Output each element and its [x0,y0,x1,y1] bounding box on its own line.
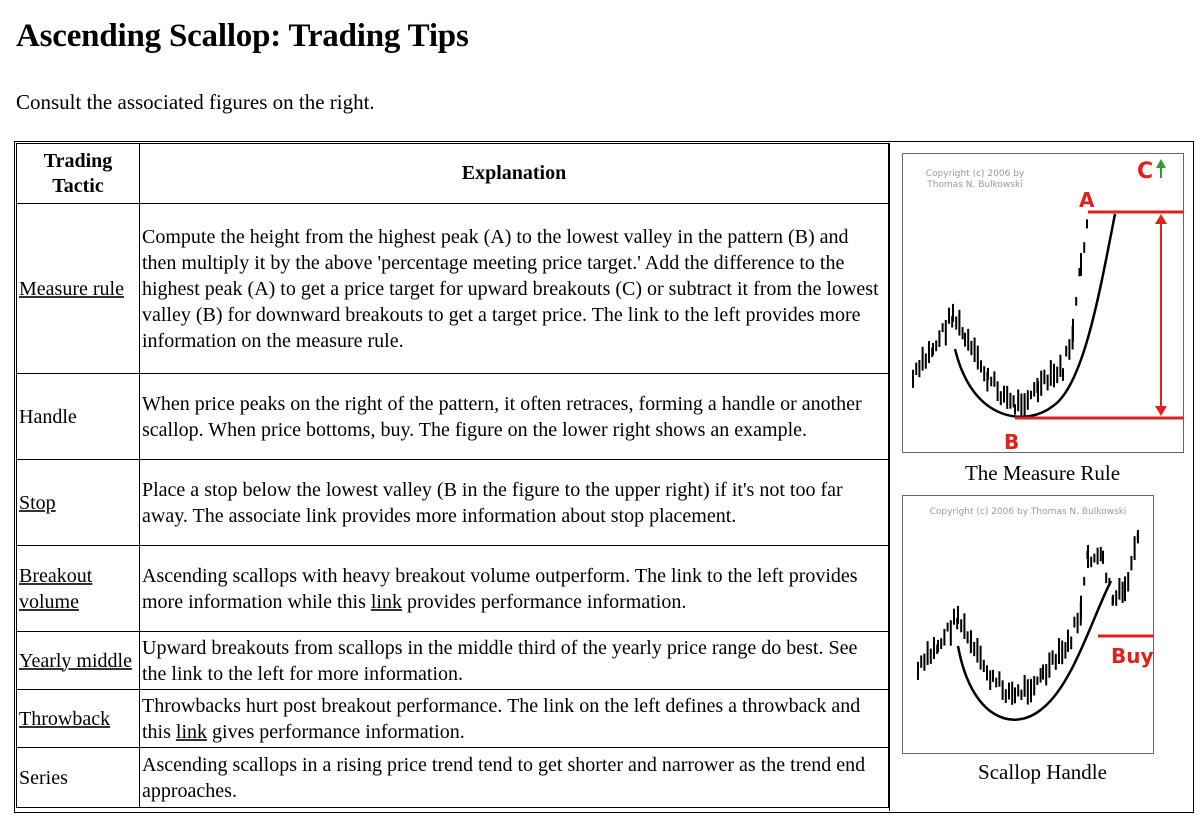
table-row [17,374,889,460]
breakout-volume-link[interactable]: Breakout volume [19,564,93,613]
trading-tips-table [16,143,889,808]
yearly-middle-link[interactable]: Yearly middle [19,649,132,672]
explanation-text: Ascending scallops with heavy breakout volume outperform. The link to the left provides more information while this [142,564,858,613]
explanation-cell: When price peaks on the right of the pattern, it often retraces, forming a handle or another scallop. When price bottoms, buy. The figure on the lower right shows an example. [140,374,889,460]
table-row [17,460,889,546]
explanation-cell: Place a stop below the lowest valley (B in the figure to the upper right) if it's not too far away. The associate link provides more information about stop placement. [140,460,889,546]
label-buy: Buy [1111,644,1153,668]
tactic-cell [17,204,140,374]
arrow-down-icon [1155,406,1167,416]
header-explanation: Explanation [140,144,889,204]
tactic-cell [17,632,140,690]
explanation-cell: Ascending scallops in a rising price trend tend to get shorter and narrower as the trend end approaches. [140,748,889,808]
figures-column [889,143,1195,811]
label-b: B [1004,430,1020,452]
throwback-link[interactable]: Throwback [19,707,111,730]
copyright-line-1: Copyright (c) 2006 by [925,169,1025,179]
stop-link[interactable]: Stop [19,491,56,514]
table-row [17,690,889,748]
table-row [17,204,889,374]
table-header-row [17,144,889,204]
explanation-text: provides performance information. [401,590,687,613]
scallop-handle-chart [903,496,1153,753]
measure-rule-link[interactable]: Measure rule [19,277,124,300]
explanation-cell [140,690,889,748]
performance-link[interactable]: link [175,720,208,743]
target-arrow-icon [1156,159,1166,168]
measure-rule-chart [903,154,1183,452]
page-title: Ascending Scallop: Trading Tips [16,18,469,54]
label-c: C [1137,159,1154,184]
price-bars [918,530,1138,705]
header-trading-tactic: Trading Tactic [17,144,140,204]
arrow-up-icon [1155,214,1167,224]
copyright-text: Copyright (c) 2006 by Thomas N. Bulkowski [929,507,1127,517]
explanation-cell: Compute the height from the highest peak (A) to the lowest valley in the pattern (B) and then multiply it by the above 'percentage meeting price target.' Add the difference to the highest peak (A) to get a price target for upward breakouts (C) or subtract it from the lowest valley (B) for downward breakouts to get a target price. The link to the left provides more information on the measure rule. [140,204,889,374]
table-row [17,546,889,632]
explanation-cell: Upward breakouts from scallops in the middle third of the yearly price range do best. See the link to the left for more information. [140,632,889,690]
tactic-cell [17,460,140,546]
explanation-cell [140,546,889,632]
copyright-line-2: Thomas N. Bulkowski [927,180,1023,190]
measure-rule-figure [902,153,1184,453]
price-bars [913,219,1087,419]
scallop-handle-figure [902,495,1154,754]
table-row [17,632,889,690]
measure-rule-caption: The Measure Rule [964,461,1121,485]
performance-link[interactable]: link [370,590,402,613]
tactic-cell [17,690,140,748]
tactic-cell: Handle [17,374,140,460]
explanation-text: Throwbacks hurt post breakout performance. The link on the left defines a throwback and this [142,694,861,743]
tactic-cell: Series [17,748,140,808]
tactic-cell [17,546,140,632]
table-row [17,748,889,808]
intro-text: Consult the associated figures on the right. [16,90,375,114]
label-a: A [1079,188,1095,212]
explanation-text: gives performance information. [207,720,465,743]
scallop-handle-caption: Scallop Handle [978,760,1107,784]
